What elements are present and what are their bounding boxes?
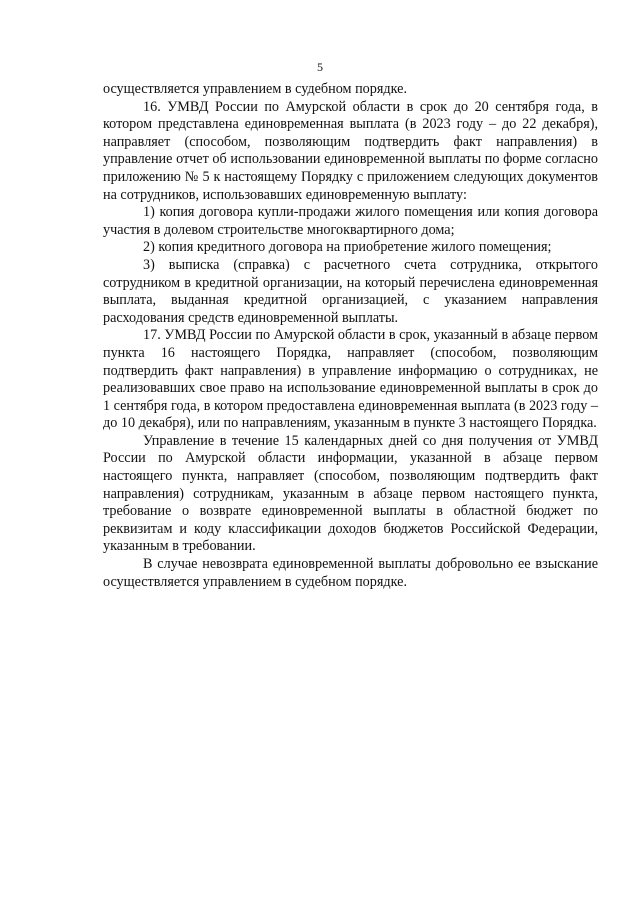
paragraph-subitem-1: 1) копия договора купли-продажи жилого помещения или копия договора участия в долевом строительстве многоквартирного дома; — [103, 204, 598, 238]
paragraph-subitem-3: 3) выписка (справка) с расчетного счета сотрудника, открытого сотрудником в кредитной организации, на который перечислена единовременная выплата, выданная кредитной организацией, с указанием направления расходования средств единовременной выплаты. — [103, 256, 598, 326]
paragraph-requirement: Управление в течение 15 календарных дней со дня получения от УМВД России по Амурской области информации, указанной в абзаце первом настоящего пункта, направляет (способом, позволяющим подтвердить факт направления) сотрудникам, указанным в абзаце первом настоящего пункта, требование о возврате единовременной выплаты в областной бюджет по реквизитам и коду классификации доходов бюджетов Российской Федерации, указанным в требовании. — [103, 432, 598, 555]
paragraph-item-17: 17. УМВД России по Амурской области в срок, указанный в абзаце первом пункта 16 настоящего Порядка, направляет (способом, позволяющим подтвердить факт направления) в управление информацию о сотрудниках, не реализовавших свое право на использование единовременной выплаты в срок до 1 сентября года, в котором предоставлена единовременная выплата (в 2023 году – до 10 декабря), или по направлениям, указанным в пункте 3 настоящего Порядка. — [103, 327, 598, 432]
paragraph-item-16: 16. УМВД России по Амурской области в срок до 20 сентября года, в котором представлена единовременная выплата (в 2023 году – до 22 декабря), направляет (способом, позволяющим подтвердить факт направления) в управление отчет об использовании единовременной выплаты по форме согласно приложению № 5 к настоящему Порядку с приложением следующих документов на сотрудников, использовавших единовременную выплату: — [103, 98, 598, 203]
paragraph-continuation: осуществляется управлением в судебном порядке. — [103, 81, 407, 97]
document-body — [103, 81, 598, 591]
paragraph-non-return: В случае невозврата единовременной выплаты добровольно ее взыскание осуществляется управлением в судебном порядке. — [103, 556, 598, 590]
page-number: 5 — [317, 60, 323, 74]
paragraph-subitem-2: 2) копия кредитного договора на приобретение жилого помещения; — [143, 239, 552, 256]
